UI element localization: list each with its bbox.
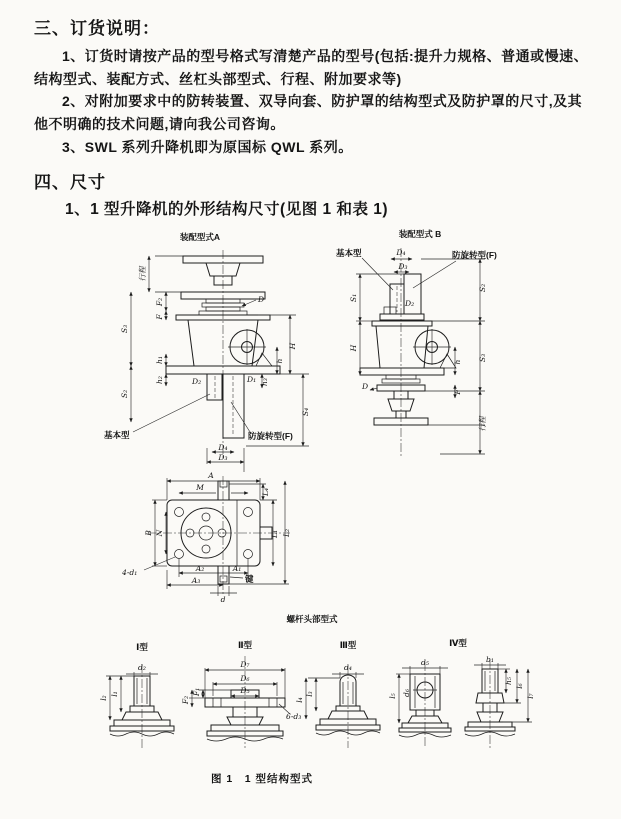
dim-label-f2-a: F₂ [155, 297, 164, 307]
ordering-heading: 三、订货说明： [34, 19, 160, 38]
dim-label-h2-a: h₂ [155, 376, 164, 384]
screw-heads-heading: 螺杆头部型式 [286, 614, 338, 624]
ordering-item-2: 2、对附加要求中的防转装置、双导向套、防护罩的结构型式及防护罩的尺寸,及其他不明确的技术问题,请向我公司咨询。 [34, 93, 583, 133]
dim-label-D5-t2: D₅ [240, 686, 250, 695]
dim-label-s3-b: S₃ [478, 353, 487, 363]
dim-label-A-tv: A [208, 471, 214, 480]
dim-label-holes-tv: 4-d₁ [122, 568, 138, 577]
dim-label-l3-t3: l₃ [305, 691, 314, 697]
type1-figure [99, 663, 174, 748]
assembly-a-title: 装配型式A [179, 232, 221, 242]
dim-label-l2-t1: l₂ [99, 695, 108, 701]
dim-label-d6-t4: d₆ [402, 689, 411, 697]
dim-label-h1-a: h₁ [155, 356, 164, 364]
dim-label-d-a: D [258, 295, 265, 304]
dim-label-s2-b: S₂ [478, 283, 487, 293]
assembly-b-title: 装配型式 B [398, 229, 442, 239]
screw-head-types [99, 614, 535, 748]
key-label-tv: 键 [245, 574, 254, 584]
dim-label-d4-a: D₄ [218, 443, 228, 452]
dim-label-s1-b: S₁ [349, 293, 358, 303]
dim-label-d4-t3: d₄ [344, 663, 352, 672]
dim-label-H-b: H [349, 344, 358, 352]
dim-label-h-b: h [453, 359, 462, 365]
dim-label-d3-a: D₃ [218, 453, 228, 462]
type2-figure [181, 656, 301, 748]
dim-label-d2-a: D₂ [192, 377, 202, 386]
figure-1 [0, 226, 621, 814]
dim-label-M-tv: M [196, 483, 204, 492]
dim-label-l1-tv: L₁ [270, 529, 279, 539]
type4-figure-clevis [388, 658, 451, 748]
dim-label-s4-a: S₄ [301, 407, 310, 417]
dim-label-F2-t2: F₂ [181, 695, 190, 705]
dim-label-a2-tv: A₂ [195, 564, 205, 573]
assembly-b-diagram [336, 229, 497, 456]
figure-1-drawing [0, 226, 621, 814]
dim-label-f-a: F [155, 314, 164, 320]
dim-label-s3-a: S₃ [120, 324, 129, 334]
assembly-a-base-label: 基本型 [104, 430, 130, 440]
figure-caption: 图 1 1 型结构型式 [210, 773, 314, 785]
dim-label-l1-t1: l₁ [110, 691, 119, 697]
dim-label-stroke-a: 行程 [138, 266, 147, 282]
dim-label-a1-tv: A₁ [232, 564, 242, 573]
dim-label-d2-b: D₂ [405, 299, 415, 308]
dim-label-D7-t2: D₇ [240, 660, 250, 669]
dim-label-H-a: H [288, 342, 297, 350]
dim-label-d-b: D [362, 382, 369, 391]
dim-label-a3-tv: A₃ [191, 576, 201, 585]
assembly-b-base-label: 基本型 [336, 248, 362, 258]
dimensions-subheading: 1、1 型升降机的外形结构尺寸(见图 1 和表 1) [65, 201, 389, 219]
dim-label-l7-t4: l₇ [526, 693, 535, 699]
dim-label-holes-t2: 6-d₃ [286, 712, 302, 721]
dim-label-l6-t4: l₆ [515, 683, 524, 689]
ordering-item-1: 1、订货时请按产品的型号格式写清楚产品的型号(包括:提升力规格、普通或慢速、结构型式、装配方式、丝杠头部型式、行程、附加要求等) [34, 48, 589, 87]
dim-label-d1-a: D₁ [247, 375, 257, 384]
dim-label-h-a: h [275, 358, 284, 364]
dim-label-h5-t4: h₅ [504, 677, 513, 685]
type3-figure [295, 663, 380, 748]
dim-label-d-tv: d [220, 595, 226, 604]
dim-label-d3-b: D₃ [398, 262, 408, 271]
dim-label-l5-t4: l₅ [388, 693, 397, 699]
dim-label-B-tv: B [144, 530, 153, 536]
assembly-a-diagram [104, 232, 310, 472]
dim-label-l4-tv: L₄ [261, 487, 270, 497]
assembly-b-anti-rotation-label: 防旋转型(F) [452, 250, 497, 260]
text-block [0, 0, 621, 219]
top-view-diagram [121, 471, 291, 604]
dim-label-d2-t1: d₂ [138, 663, 146, 672]
dim-label-N-tv: N [155, 529, 164, 537]
type4-figure-stepped [465, 655, 535, 748]
dim-label-d5-t4: d₅ [421, 658, 429, 667]
assembly-a-anti-rotation-label: 防旋转型(F) [248, 431, 293, 441]
dim-label-f-b: F [453, 389, 462, 395]
type4-title: Ⅳ型 [449, 638, 467, 648]
type3-title: Ⅲ型 [339, 640, 357, 650]
dim-label-d4-b: D₄ [396, 248, 406, 257]
dim-label-b1-t4: b₁ [486, 655, 494, 664]
dim-label-D6-t2: D₆ [240, 674, 250, 683]
dim-label-h3-a: h₃ [260, 378, 269, 386]
type2-title: Ⅱ型 [237, 640, 253, 650]
dimensions-heading: 四、尺寸 [34, 173, 106, 193]
dim-label-l4-t3: l₄ [295, 697, 304, 703]
dim-label-stroke-b: 行程 [478, 416, 487, 432]
type1-title: Ⅰ型 [136, 642, 148, 652]
ordering-item-3: 3、SWL 系列升降机即为原国标 QWL 系列。 [62, 138, 353, 155]
dim-label-F1-t2: F₁ [192, 687, 201, 697]
dim-label-s2-a: S₂ [120, 389, 129, 399]
dim-label-l2-tv: L₂ [282, 528, 291, 538]
